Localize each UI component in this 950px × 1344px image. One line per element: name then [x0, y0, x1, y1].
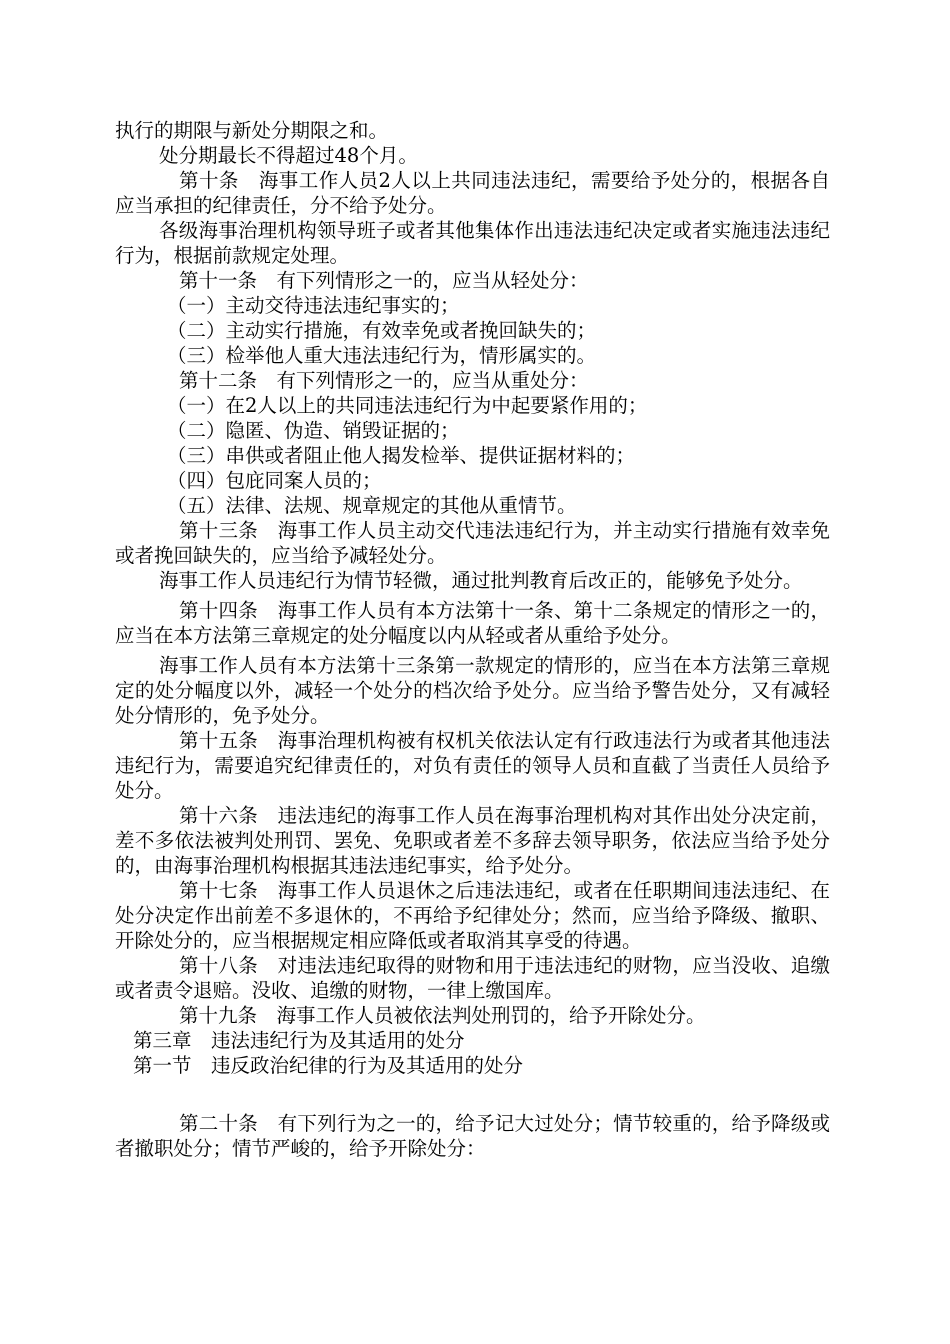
article-19: 第十九条 海事工作人员被依法判处刑罚的，给予开除处分。 — [179, 1004, 706, 1027]
article-13: 第十三条 海事工作人员主动交代违法违纪行为，并主动实行措施有效幸免或者挽回缺失的，应当给予减轻处分。 — [115, 519, 830, 567]
article-10: 第十条 海事工作人员2人以上共同违法违纪，需要给予处分的，根据各自应当承担的纪律责任，分不给予处分。 — [115, 169, 830, 217]
paragraph: 海事工作人员违纪行为情节轻微，通过批判教育后改正的，能够免予处分。 — [159, 569, 803, 592]
article-15: 第十五条 海事治理机构被有权机关依法认定有行政违法行为或者其他违法违纪行为，需要追究纪律责任的，对负有责任的领导人员和直截了当责任人员给予处分。 — [115, 729, 830, 802]
paragraph: 各级海事治理机构领导班子或者其他集体作出违法违纪决定或者实施违法违纪行为，根据前款规定处理。 — [115, 219, 830, 267]
list-item: （二）主动实行措施，有效幸免或者挽回缺失的； — [167, 319, 597, 342]
article-11: 第十一条 有下列情形之一的，应当从轻处分： — [179, 269, 589, 292]
article-20: 第二十条 有下列行为之一的，给予记大过处分；情节较重的，给予降级或者撤职处分；情节严峻的，给予开除处分： — [115, 1112, 830, 1160]
list-item: （一）主动交待违法违纪事实的； — [167, 294, 460, 317]
document-body — [115, 118, 830, 1161]
article-16: 第十六条 违法违纪的海事工作人员在海事治理机构对其作出处分决定前，差不多依法被判处刑罚、罢免、免职或者差不多辞去领导职务，依法应当给予处分的，由海事治理机构根据其违法违纪事实，给予处分。 — [115, 804, 830, 877]
article-18: 第十八条 对违法违纪取得的财物和用于违法违纪的财物，应当没收、追缴或者责令退赔。没收、追缴的财物，一律上缴国库。 — [115, 954, 830, 1002]
list-item: （四）包庇同案人员的； — [167, 469, 382, 492]
paragraph: 处分期最长不得超过48个月。 — [159, 144, 418, 167]
blank-line — [115, 1078, 830, 1111]
article-12: 第十二条 有下列情形之一的，应当从重处分： — [179, 369, 589, 392]
list-item: （二）隐匿、伪造、销毁证据的； — [167, 419, 460, 442]
list-item: （三）检举他人重大违法违纪行为，情形属实的。 — [167, 344, 597, 367]
chapter-heading: 第三章 违法违纪行为及其适用的处分 — [133, 1029, 465, 1052]
section-heading: 第一节 违反政治纪律的行为及其适用的处分 — [133, 1054, 524, 1077]
list-item: （五）法律、法规、规章规定的其他从重情节。 — [167, 494, 577, 517]
article-17: 第十七条 海事工作人员退休之后违法违纪，或者在任职期间违法违纪、在处分决定作出前差不多退休的，不再给予纪律处分；然而，应当给予降级、撤职、开除处分的，应当根据规定相应降低或者取消其享受的待遇。 — [115, 879, 830, 952]
paragraph: 执行的期限与新处分期限之和。 — [115, 119, 389, 142]
list-item: （一）在2人以上的共同违法违纪行为中起要紧作用的； — [167, 394, 648, 417]
paragraph: 海事工作人员有本方法第十三条第一款规定的情形的，应当在本方法第三章规定的处分幅度以外，减轻一个处分的档次给予处分。应当给予警告处分，又有减轻处分情形的，免予处分。 — [115, 654, 830, 727]
article-14: 第十四条 海事工作人员有本方法第十一条、第十二条规定的情形之一的，应当在本方法第三章规定的处分幅度以内从轻或者从重给予处分。 — [115, 599, 830, 647]
list-item: （三）串供或者阻止他人揭发检举、提供证据材料的； — [167, 444, 636, 467]
